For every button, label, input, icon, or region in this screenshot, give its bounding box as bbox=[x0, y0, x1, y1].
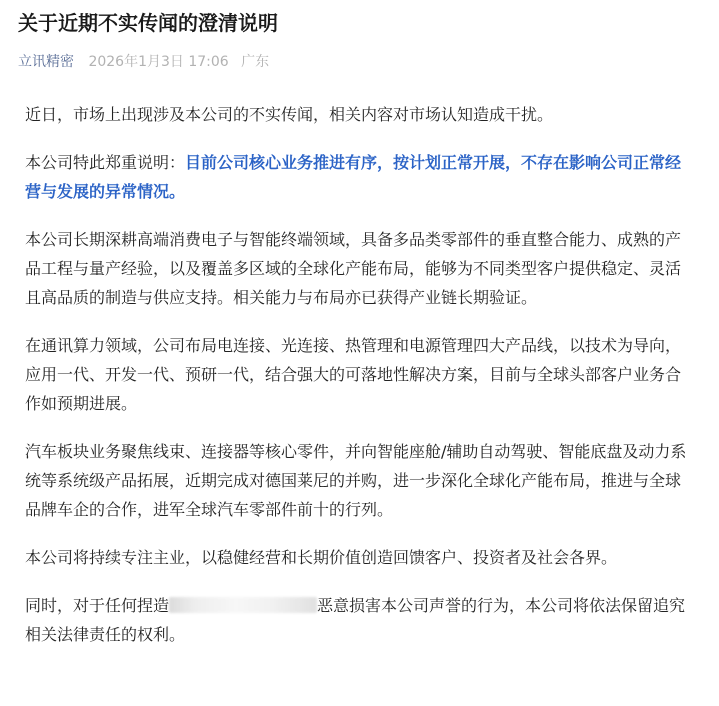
paragraph-automotive: 汽车板块业务聚焦线束、连接器等核心零件，并向智能座舱/辅助自动驾驶、智能底盘及动力系统等系统级产品拓展，近期完成对德国莱尼的并购，进一步深化全球化产能布局，推进与全球品牌车企的合作，进军全球汽车零部件前十的行列。 bbox=[25, 442, 687, 519]
legal-notice-start: 同时，对于任何捏造 bbox=[25, 596, 170, 615]
article-meta bbox=[18, 52, 277, 72]
paragraph-commitment: 本公司将持续专注主业，以稳健经营和长期价值创造回馈客户、投资者及社会各界。 bbox=[25, 548, 618, 567]
publish-region: 广东 bbox=[241, 54, 270, 70]
paragraph-statement bbox=[25, 148, 689, 206]
article-title: 关于近期不实传闻的澄清说明 bbox=[18, 11, 278, 35]
redaction-blur bbox=[169, 597, 317, 613]
statement-lead: 本公司特此郑重说明： bbox=[25, 153, 186, 172]
paragraph-consumer-electronics: 本公司长期深耕高端消费电子与智能终端领域，具备多品类零部件的垂直整合能力、成熟的产品工程与量产经验，以及覆盖多区域的全球化产能布局，能够为不同类型客户提供稳定、灵活且高品质的制造与供应支持。相关能力与布局亦已获得产业链长期验证。 bbox=[25, 230, 682, 307]
paragraph-communication-computing: 在通讯算力领域，公司布局电连接、光连接、热管理和电源管理四大产品线，以技术为导向，应用一代、开发一代、预研一代，结合强大的可落地性解决方案，目前与全球头部客户业务合作如预期进展。 bbox=[25, 336, 682, 413]
article-body bbox=[25, 100, 689, 668]
publish-time: 2026年1月3日 17:06 bbox=[88, 54, 229, 70]
paragraph-intro: 近日，市场上出现涉及本公司的不实传闻，相关内容对市场认知造成干扰。 bbox=[25, 105, 554, 124]
statement-highlight: 目前公司核心业务推进有序，按计划正常开展，不存在影响公司正常经营与发展的异常情况。 bbox=[25, 153, 682, 201]
paragraph-legal-notice bbox=[25, 591, 689, 649]
account-name-link[interactable]: 立讯精密 bbox=[18, 54, 74, 70]
legal-notice-end: 恶意损害本公司声誉的行为，本公司将依法保留追究相关法律责任的权利。 bbox=[25, 596, 686, 644]
